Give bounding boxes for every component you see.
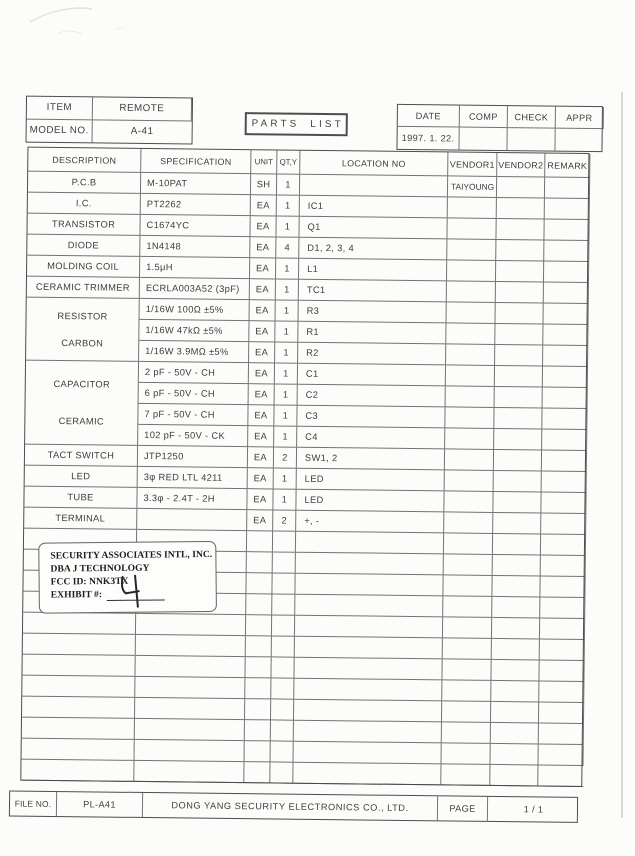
cell-vendor1 [445,470,494,492]
cell-loc: C4 [297,427,445,450]
handwritten-exhibit-number [117,574,143,610]
column-header: LOCATION NO [300,151,448,177]
cell-loc: IC1 [300,196,448,219]
cell-remark [539,702,584,724]
cell-vendor2 [493,555,541,577]
cell-remark [541,534,586,556]
cell-qty: 2 [274,447,297,468]
cell-unit [247,531,273,552]
page-value: 1 / 1 [523,804,544,815]
cell-qty [273,531,296,552]
cell-loc [295,574,443,597]
date-value: 1997. 1. 22. [397,127,459,150]
cell-vendor1 [446,302,495,324]
cell-loc [295,595,443,618]
cell-vendor1 [445,449,494,471]
cell-unit [245,720,271,741]
cell-remark [542,408,587,430]
cell-spec: 1.5μH [140,257,250,279]
cell-remark [543,324,588,346]
cell-spec: 102 pF - 50V - CK [138,425,248,447]
cell-qty [271,657,294,678]
cell-qty [272,594,295,615]
cell-spec: 1N4148 [140,236,250,258]
cell-spec: 7 pF - 50V - CH [138,404,248,426]
cell-remark [540,618,585,640]
cell-vendor1 [447,260,496,282]
page-label: PAGE [438,796,488,821]
cell-description [22,676,135,698]
cell-unit [246,594,272,615]
cell-vendor2 [495,387,543,409]
cell-remark [545,178,590,200]
cell-loc: SW1, 2 [297,448,445,471]
cell-unit: EA [250,237,276,258]
cell-loc: C1 [298,364,446,387]
cell-vendor1 [446,365,495,387]
cell-loc [293,763,441,786]
cell-qty [270,741,293,762]
comp-value [459,128,507,151]
cell-loc: +, - [296,511,444,534]
cell-spec: 3φ RED LTL 4211 [138,467,248,489]
cell-qty [271,678,294,699]
description-label: RESISTOR [57,310,108,322]
cell-unit: EA [249,384,275,405]
cell-loc: R1 [298,322,446,345]
fcc-exhibit-stamp [38,541,217,614]
cell-vendor2 [490,765,538,787]
cell-unit: EA [251,195,277,216]
cell-unit: EA [250,300,276,321]
cell-vendor1 [446,386,495,408]
cell-unit: EA [248,447,274,468]
check-header: CHECK [508,106,556,129]
cell-vendor2 [497,177,545,199]
item-value: REMOTE [93,97,192,121]
cell-unit: EA [248,426,274,447]
cell-spec: 3.3φ - 2.4T - 2H [137,488,247,510]
cell-spec: PT2262 [141,194,251,216]
cell-vendor2 [496,282,544,304]
cell-loc [300,175,448,198]
cell-vendor1 [446,344,495,366]
cell-remark [542,450,587,472]
cell-loc [294,721,442,744]
cell-remark [539,681,584,703]
cell-description [23,613,136,635]
cell-unit: EA [248,405,274,426]
cell-remark [544,262,589,284]
cell-vendor1: TAIYOUNG [448,176,497,198]
model-no-value: A-41 [130,126,154,138]
cell-spec [135,656,245,678]
cell-vendor1 [444,533,493,555]
cell-unit [244,762,270,783]
cell-loc: C3 [297,406,445,429]
approval-table [396,104,603,152]
cell-description [23,634,136,656]
cell-spec [135,740,245,762]
cell-vendor2 [495,324,543,346]
cell-qty: 1 [276,258,299,279]
description-label: CAPACITOR [53,378,111,390]
cell-description [22,655,135,677]
stamp-line-dba: DBA J TECHNOLOGY [50,562,150,575]
cell-remark [538,744,583,766]
cell-loc [296,553,444,576]
company-name: DONG YANG SECURITY ELECTRONICS CO., LTD. [143,793,438,820]
cell-loc: Q1 [299,217,447,240]
cell-vendor2 [495,366,543,388]
cell-vendor2 [491,660,539,682]
cell-vendor1 [442,701,491,723]
cell-spec [134,761,244,783]
cell-unit: EA [248,468,274,489]
column-header: SPECIFICATION [141,149,251,174]
cell-qty: 1 [273,489,296,510]
cell-description: MOLDING COIL [27,256,140,278]
cell-unit [246,573,272,594]
cell-vendor2 [496,261,544,283]
cell-qty: 1 [276,216,299,237]
column-header: QT,Y [277,150,300,174]
cell-remark [542,471,587,493]
cell-remark [539,660,584,682]
cell-description: TERMINAL [24,508,137,530]
exhibit-label: EXHIBIT #: [50,589,103,601]
file-no-value: PL-A41 [57,792,143,817]
cell-unit [246,615,272,636]
cell-vendor1 [443,596,492,618]
cell-description [22,739,135,761]
cell-vendor1 [447,218,496,240]
cell-qty [272,636,295,657]
cell-description [21,760,134,782]
cell-vendor2 [494,450,542,472]
cell-qty: 1 [275,384,298,405]
column-header: UNIT [251,150,277,174]
cell-qty: 1 [274,426,297,447]
cell-remark [545,199,590,221]
cell-unit [245,699,271,720]
cell-loc [295,616,443,639]
cell-vendor2 [493,513,541,535]
cell-vendor1 [442,722,491,744]
cell-loc [294,679,442,702]
item-model-table [26,96,194,145]
cell-remark [540,639,585,661]
description-label: CARBON [61,337,104,349]
cell-spec: 1/16W 3.9MΩ ±5% [139,341,249,363]
file-no-label: FILE NO. [10,791,57,816]
item-label: ITEM [27,97,93,120]
cell-description: TACT SWITCH [25,445,138,467]
cell-unit: EA [249,363,275,384]
cell-vendor1 [442,680,491,702]
cell-vendor2 [497,198,545,220]
cell-unit [245,657,271,678]
cell-spec [136,614,246,636]
cell-remark [543,387,588,409]
cell-spec: 1/16W 47kΩ ±5% [139,320,249,342]
stamp-line-fccid: FCC ID: NNK3TX [50,575,129,588]
cell-spec: C1674YC [140,215,250,237]
cell-unit: EA [250,216,276,237]
cell-qty: 1 [277,174,300,195]
cell-vendor2 [494,408,542,430]
date-header: DATE [398,105,460,128]
cell-vendor2 [492,618,540,640]
cell-vendor2 [495,303,543,325]
cell-unit: EA [250,279,276,300]
cell-remark [543,345,588,367]
cell-vendor2 [493,492,541,514]
cell-remark [542,429,587,451]
cell-loc [295,637,443,660]
cell-vendor1 [443,617,492,639]
cell-unit [247,552,273,573]
exhibit-row [51,587,216,602]
cell-description: LED [25,466,138,488]
cell-description-group [26,298,140,362]
cell-qty: 4 [276,237,299,258]
cell-qty: 1 [275,342,298,363]
cell-vendor1 [444,512,493,534]
cell-spec: 2 pF - 50V - CH [139,362,249,384]
cell-loc [293,742,441,765]
cell-spec: 1/16W 100Ω ±5% [140,299,250,321]
cell-qty [270,762,293,783]
cell-vendor1 [444,491,493,513]
column-header: VENDOR2 [497,153,545,178]
cell-vendor2 [491,681,539,703]
appr-value [555,129,603,152]
cell-vendor2 [492,639,540,661]
cell-remark [540,576,585,598]
cell-qty [272,573,295,594]
cell-spec: 6 pF - 50V - CH [139,383,249,405]
cell-qty: 2 [273,510,296,531]
cell-vendor2 [496,240,544,262]
description-label: CERAMIC [58,416,105,427]
cell-spec [135,698,245,720]
cell-qty: 1 [276,300,299,321]
cell-unit [245,678,271,699]
cell-remark [544,220,589,242]
cell-vendor1 [441,743,490,765]
cell-vendor2 [492,576,540,598]
cell-vendor2 [494,471,542,493]
cell-qty: 1 [275,363,298,384]
cell-loc: LED [296,490,444,513]
cell-vendor2 [490,744,538,766]
cell-vendor1 [445,407,494,429]
cell-vendor2 [491,702,539,724]
cell-description: P.C.B [28,172,141,194]
cell-remark [541,513,586,535]
cell-unit: EA [247,489,273,510]
check-value [507,128,555,151]
cell-loc: R2 [298,343,446,366]
cell-qty: 1 [277,195,300,216]
cell-description [22,697,135,719]
cell-qty [271,699,294,720]
page-title: PARTS LIST [245,112,348,136]
cell-vendor2 [492,597,540,619]
cell-vendor1 [447,281,496,303]
cell-loc: LED [297,469,445,492]
cell-qty [273,552,296,573]
cell-loc [296,532,444,555]
cell-loc: L1 [299,259,447,282]
cell-qty [272,615,295,636]
cell-unit: EA [249,321,275,342]
comp-header: COMP [460,106,508,129]
cell-spec [135,719,245,741]
cell-description: TUBE [24,487,137,509]
cell-loc [294,700,442,723]
cell-vendor1 [445,428,494,450]
cell-vendor1 [447,239,496,261]
cell-vendor2 [496,219,544,241]
cell-description-group [25,361,139,446]
cell-remark [543,366,588,388]
cell-remark [540,597,585,619]
cell-loc: D1, 2, 3, 4 [299,238,447,261]
cell-description: TRANSISTOR [27,214,140,236]
cell-loc: R3 [299,301,447,324]
cell-unit: EA [247,510,273,531]
model-no-label: MODEL NO. [27,119,93,142]
scan-edge-artifact [621,92,623,818]
cell-remark [539,723,584,745]
cell-loc: TC1 [299,280,447,303]
cell-vendor1 [446,323,495,345]
cell-vendor1 [444,554,493,576]
cell-unit [245,741,271,762]
cell-spec [136,635,246,657]
cell-unit [246,636,272,657]
cell-spec [137,509,247,531]
cell-qty [271,720,294,741]
cell-vendor2 [494,429,542,451]
cell-spec: M-10PAT [141,173,251,195]
cell-unit: SH [251,174,277,195]
column-header: DESCRIPTION [28,148,141,173]
cell-vendor1 [448,197,497,219]
cell-vendor1 [441,764,490,786]
appr-header: APPR [556,107,604,130]
cell-vendor1 [443,575,492,597]
cell-qty: 1 [274,405,297,426]
cell-spec: JTP1250 [138,446,248,468]
column-header: REMARK [545,154,590,179]
cell-description: CERAMIC TRIMMER [27,277,140,299]
cell-remark [544,283,589,305]
cell-vendor1 [442,659,491,681]
cell-remark [541,492,586,514]
column-header: VENDOR1 [448,152,497,177]
cell-spec [135,677,245,699]
cell-vendor1 [443,638,492,660]
cell-vendor2 [495,345,543,367]
cell-qty: 1 [275,321,298,342]
parts-table [20,147,589,787]
cell-description [22,718,135,740]
cell-vendor2 [491,723,539,745]
cell-remark [541,555,586,577]
cell-unit: EA [250,258,276,279]
cell-remark [544,241,589,263]
cell-remark [538,765,583,787]
cell-unit: EA [249,342,275,363]
footer-bar [9,790,578,822]
cell-loc: C2 [298,385,446,408]
cell-loc [294,658,442,681]
cell-qty: 1 [276,279,299,300]
cell-vendor2 [493,534,541,556]
cell-qty: 1 [274,468,297,489]
cell-description: DIODE [27,235,140,257]
cell-spec: ECRLA003A52 (3pF) [140,278,250,300]
cell-description: I.C. [28,193,141,215]
cell-remark [543,304,588,326]
stamp-line-company: SECURITY ASSOCIATES INTL, INC. [50,548,213,562]
